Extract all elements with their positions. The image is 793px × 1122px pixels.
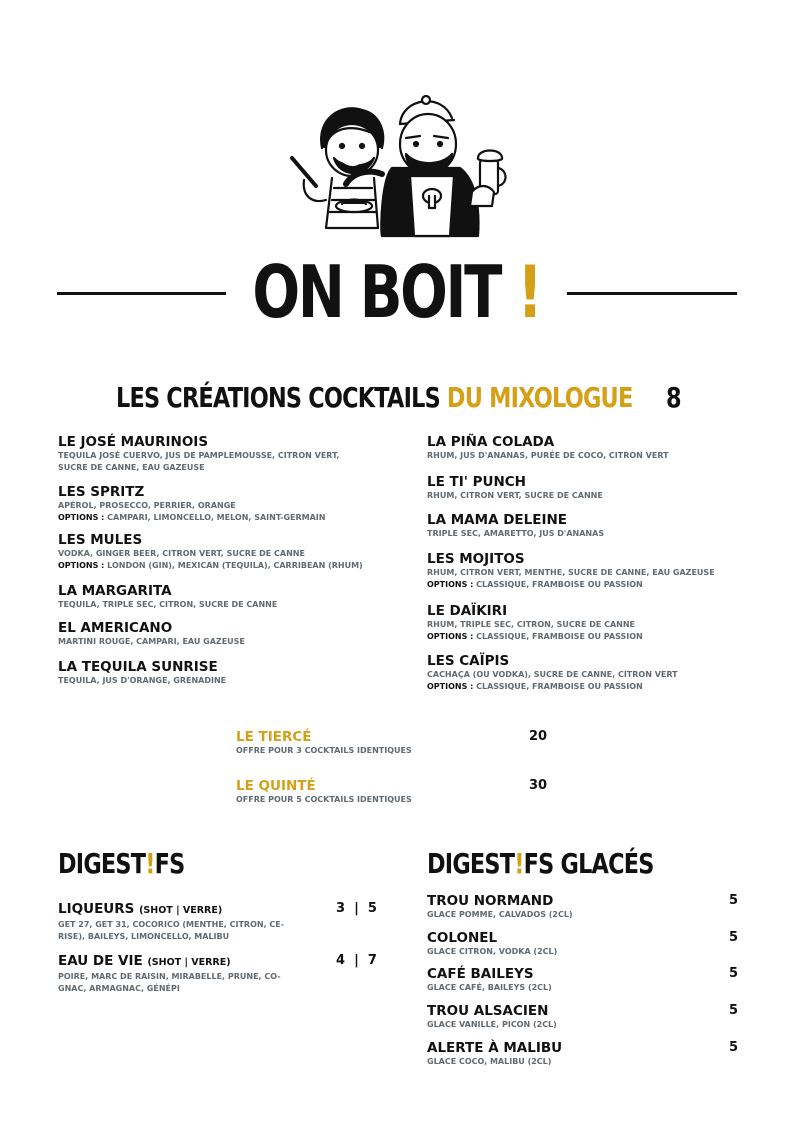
cocktail-item (58, 583, 277, 611)
options-text: CAMPARI, LIMONCELLO, MELON, SAINT-GERMAIN (107, 513, 326, 522)
digestif-desc: GET 27, GET 31, COCORICO (MENTHE, CITRON, CE- (58, 920, 285, 929)
glace-item (427, 1003, 557, 1031)
cocktail-name: LES MOJITOS (427, 551, 525, 567)
mascots-illustration (282, 88, 512, 243)
offer-item (236, 729, 412, 757)
offer-item (236, 778, 412, 806)
digestif-desc: POIRE, MARC DE RAISIN, MIRABELLE, PRUNE, CO- (58, 972, 281, 981)
cocktails-heading-accent: DU MIXOLOGUE (446, 381, 633, 414)
page-title-bang: ! (500, 250, 541, 334)
cocktail-name: LE DAÏKIRI (427, 603, 508, 619)
digestif-desc: GNAC, ARMAGNAC, GÉNÉPI (58, 984, 180, 993)
cocktail-name: LES MULES (58, 532, 143, 548)
digestif-item (58, 901, 284, 943)
cocktail-name: LE TI' PUNCH (427, 474, 526, 490)
cocktails-heading (116, 382, 632, 414)
options-label: OPTIONS : (427, 580, 474, 589)
glaces-heading-c: FS GLACÉS (523, 847, 654, 880)
cocktails-price: 8 (665, 381, 682, 414)
digestifs-heading-bang: ! (145, 847, 155, 880)
digestif-name: LIQUEURS (58, 901, 135, 917)
glace-item (427, 893, 573, 921)
glace-price: 5 (729, 893, 739, 908)
offer-desc: OFFRE POUR 3 COCKTAILS IDENTIQUES (236, 746, 412, 755)
offer-price: 30 (529, 778, 548, 793)
digestif-name-line (58, 901, 284, 919)
glace-item (427, 1040, 562, 1068)
glace-name: TROU ALSACIEN (427, 1003, 549, 1019)
cocktail-name: LE JOSÉ MAURINOIS (58, 434, 209, 450)
offer-name: LE QUINTÉ (236, 778, 316, 794)
options-text: LONDON (GIN), MEXICAN (TEQUILA), CARRIBEAN (RHUM) (107, 561, 363, 570)
cocktail-desc: TEQUILA, TRIPLE SEC, CITRON, SUCRE DE CANNE (58, 600, 278, 609)
glace-desc: GLACE POMME, CALVADOS (2CL) (427, 910, 573, 919)
cocktail-desc: CACHAÇA (OU VODKA), SUCRE DE CANNE, CITRON VERT (427, 670, 678, 679)
options-label: OPTIONS : (58, 513, 105, 522)
glace-desc: GLACE COCO, MALIBU (2CL) (427, 1057, 552, 1066)
cocktail-item (58, 659, 226, 687)
cocktail-name: LA MAMA DELEINE (427, 512, 568, 528)
glaces-heading-a: DIGEST (427, 847, 515, 880)
cocktail-item (427, 474, 603, 502)
digestif-item (58, 953, 281, 995)
cocktail-desc: VODKA, GINGER BEER, CITRON VERT, SUCRE DE CANNE (58, 549, 305, 558)
cocktail-name: LA MARGARITA (58, 583, 172, 599)
options-label: OPTIONS : (427, 632, 474, 641)
glaces-heading (427, 848, 654, 880)
digestif-price: 3 | 5 (336, 901, 377, 916)
glace-desc: GLACE VANILLE, PICON (2CL) (427, 1020, 557, 1029)
cocktail-options (427, 579, 715, 591)
glace-price: 5 (729, 930, 739, 945)
cocktail-item (427, 653, 678, 693)
cocktail-item (427, 603, 643, 643)
cocktail-options (58, 512, 325, 524)
glace-desc: GLACE CAFÉ, BAILEYS (2CL) (427, 983, 552, 992)
glace-item (427, 930, 557, 958)
options-label: OPTIONS : (58, 561, 105, 570)
cocktail-desc: SUCRE DE CANNE, EAU GAZEUSE (58, 463, 205, 472)
cocktail-desc: RHUM, CITRON VERT, MENTHE, SUCRE DE CANNE, EAU GAZEUSE (427, 568, 715, 577)
options-text: CLASSIQUE, FRAMBOISE OU PASSION (476, 580, 643, 589)
glace-price: 5 (729, 1003, 739, 1018)
page-title-text: ON BOIT (252, 250, 501, 334)
cocktail-desc: TEQUILA, JUS D'ORANGE, GRENADINE (58, 676, 227, 685)
glace-item (427, 966, 552, 994)
title-rule-left (57, 292, 226, 295)
digestif-price: 4 | 7 (336, 953, 377, 968)
glace-price: 5 (729, 966, 739, 981)
cocktail-item (427, 512, 604, 540)
glace-name: TROU NORMAND (427, 893, 554, 909)
cocktail-desc: TRIPLE SEC, AMARETTO, JUS D'ANANAS (427, 529, 605, 538)
cocktail-item (58, 484, 325, 524)
cocktail-desc: MARTINI ROUGE, CAMPARI, EAU GAZEUSE (58, 637, 245, 646)
title-rule-right (567, 292, 737, 295)
offer-price: 20 (529, 729, 548, 744)
cocktail-item (58, 434, 339, 474)
cocktail-name: LA PIÑA COLADA (427, 434, 555, 450)
glace-name: COLONEL (427, 930, 498, 946)
digestifs-heading-a: DIGEST (58, 847, 146, 880)
cocktail-item (58, 532, 363, 572)
digestif-sub: (SHOT | VERRE) (139, 905, 223, 916)
cocktail-options (427, 681, 678, 693)
glace-name: ALERTE À MALIBU (427, 1040, 563, 1056)
cocktail-name: LA TEQUILA SUNRISE (58, 659, 218, 675)
digestifs-heading (58, 848, 185, 880)
offer-desc: OFFRE POUR 5 COCKTAILS IDENTIQUES (236, 795, 412, 804)
digestif-sub: (SHOT | VERRE) (147, 957, 231, 968)
glace-desc: GLACE CITRON, VODKA (2CL) (427, 947, 558, 956)
cocktail-desc: RHUM, TRIPLE SEC, CITRON, SUCRE DE CANNE (427, 620, 635, 629)
cocktail-desc: RHUM, JUS D'ANANAS, PURÉE DE COCO, CITRON VERT (427, 451, 669, 460)
glace-price: 5 (729, 1040, 739, 1055)
options-text: CLASSIQUE, FRAMBOISE OU PASSION (476, 682, 643, 691)
cocktail-name: LES CAÏPIS (427, 653, 510, 669)
cocktail-item (427, 551, 715, 591)
cocktails-heading-text: LES CRÉATIONS COCKTAILS (116, 381, 440, 414)
digestif-name-line (58, 953, 281, 971)
cocktail-item (427, 434, 669, 462)
cocktail-desc: APÉROL, PROSECCO, PERRIER, ORANGE (58, 501, 236, 510)
glaces-heading-bang: ! (514, 847, 524, 880)
glace-name: CAFÉ BAILEYS (427, 966, 534, 982)
cocktail-item (58, 620, 245, 648)
cocktail-desc: RHUM, CITRON VERT, SUCRE DE CANNE (427, 491, 603, 500)
cocktail-desc: TEQUILA JOSÉ CUERVO, JUS DE PAMPLEMOUSSE, CITRON VERT, (58, 451, 340, 460)
digestifs-heading-c: FS (154, 847, 185, 880)
digestif-name: EAU DE VIE (58, 953, 143, 969)
cocktail-options (58, 560, 363, 572)
options-label: OPTIONS : (427, 682, 474, 691)
cocktail-options (427, 631, 643, 643)
cocktail-name: LES SPRITZ (58, 484, 145, 500)
cocktail-name: EL AMERICANO (58, 620, 173, 636)
page-title (243, 252, 550, 332)
options-text: CLASSIQUE, FRAMBOISE OU PASSION (476, 632, 643, 641)
digestif-desc: RISE), BAILEYS, LIMONCELLO, MALIBU (58, 932, 230, 941)
offer-name: LE TIERCÉ (236, 729, 312, 745)
